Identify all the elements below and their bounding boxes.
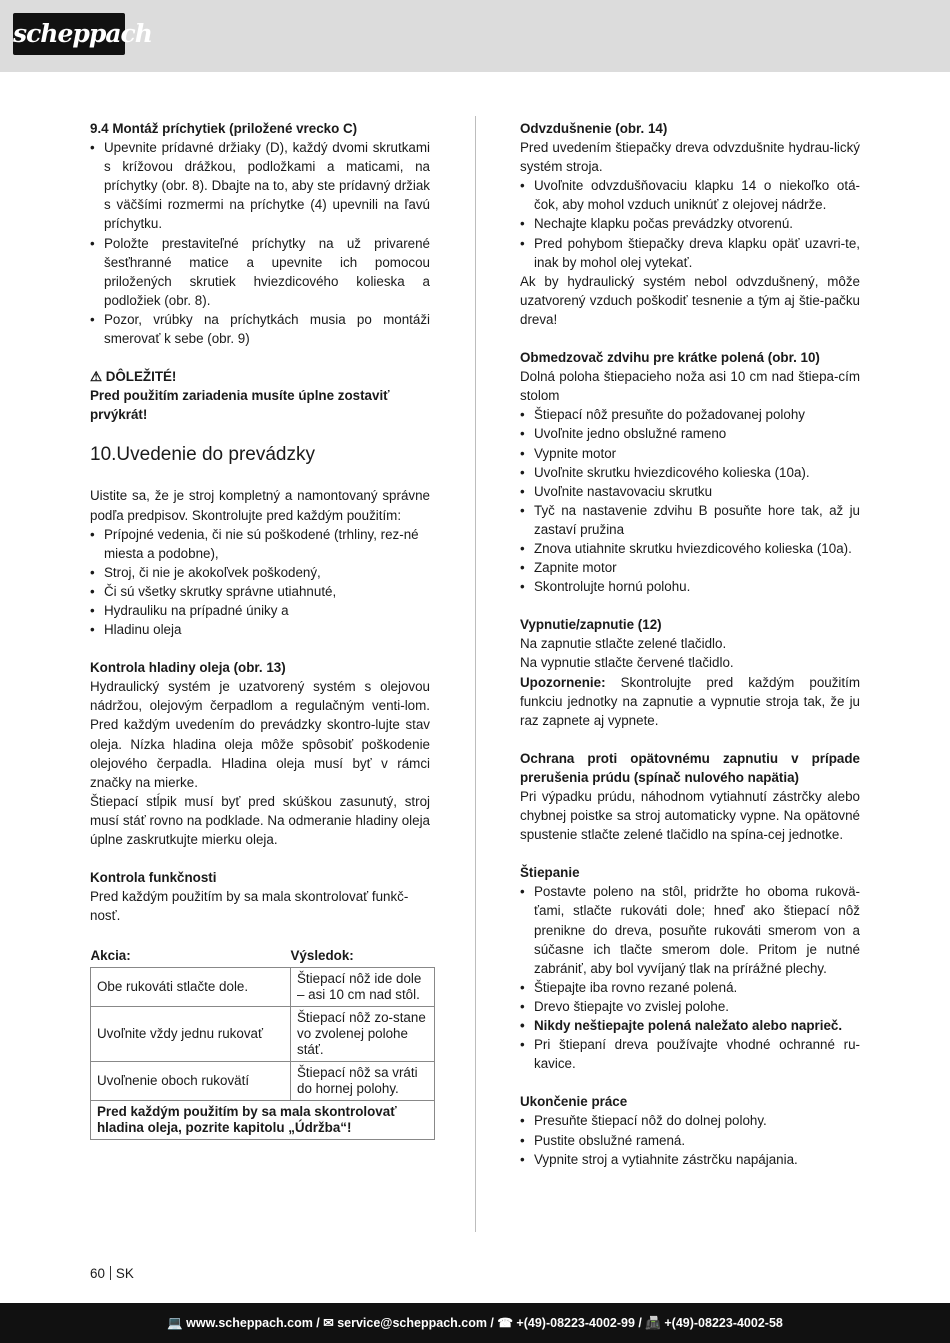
list-item: • Stroj, či nie je akokoľvek poškodený, xyxy=(90,563,430,582)
table-row xyxy=(91,1007,435,1062)
switch-title: Vypnutie/zapnutie (12) xyxy=(520,617,662,633)
vent-list xyxy=(520,176,860,271)
table-cell-action: Uvoľnite vždy jednu rukovať xyxy=(91,1007,291,1062)
language-code: SK xyxy=(115,1266,134,1281)
stroke-limiter-list xyxy=(520,405,860,596)
splitting-title: Štiepanie xyxy=(520,865,580,881)
splitting-list xyxy=(520,882,860,1073)
stroke-limiter-title: Obmedzovač zdvihu pre krátke polená (obr. 10) xyxy=(520,350,820,366)
table-cell-action: Uvoľnenie oboch rukovätí xyxy=(91,1062,291,1101)
list-item: • Hladinu oleja xyxy=(90,620,430,639)
list-item: • Uvoľnite odvzdušňovaciu klapku 14 o niekoľko otá-čok, aby mohol vzduch uniknúť z olejovej nádrže. xyxy=(520,176,860,214)
vent-warning: Ak by hydraulický systém nebol odvzdušnený, môže uzatvorený vzduch poškodiť tesnenie a tým aj štie-pačku dreva! xyxy=(520,273,860,327)
list-item: • Vypnite stroj a vytiahnite zástrčku napájania. xyxy=(520,1150,860,1169)
list-item: • Uvoľnite skrutku hviezdicového kolieska (10a). xyxy=(520,463,860,482)
list-item: • Nechajte klapku počas prevádzky otvorenú. xyxy=(520,214,860,233)
table-cell-result: Štiepací nôž ide dole – asi 10 cm nad stôl. xyxy=(291,968,435,1007)
switch-off-text: Na vypnutie stlačte červené tlačidlo. xyxy=(520,655,734,671)
vent-text: Pred uvedením štiepačky dreva odvzdušnite hydrau-lický systém stroja. xyxy=(520,140,860,175)
table-row xyxy=(91,1062,435,1101)
table-cell-action: Obe rukováti stlačte dole. xyxy=(91,968,291,1007)
oil-check-title: Kontrola hladiny oleja (obr. 13) xyxy=(90,660,286,676)
list-item: • Znova utiahnite skrutku hviezdicového kolieska (10a). xyxy=(520,539,860,558)
list-item: • Štiepajte iba rovno rezané polená. xyxy=(520,978,860,997)
brand-logo: scheppach xyxy=(13,13,125,55)
vent-title: Odvzdušnenie (obr. 14) xyxy=(520,121,668,136)
section-9-4-title: 9.4 Montáž príchytiek (priložené vrecko C) xyxy=(90,121,358,136)
list-item: • Presuňte štiepací nôž do dolnej polohy. xyxy=(520,1111,860,1130)
list-item: • Drevo štiepajte vo zvislej polohe. xyxy=(520,997,860,1016)
list-item: • Uvoľnite nastavovaciu skrutku xyxy=(520,482,860,501)
check-list xyxy=(90,525,430,640)
contact-text: 💻 www.scheppach.com / ✉ service@scheppach.com / ☎ +(49)-08223-4002-99 / 📠 +(49)-08223-4002-58 xyxy=(167,1316,783,1330)
list-item: • Pustite obslužné ramená. xyxy=(520,1131,860,1150)
right-column xyxy=(520,119,860,1169)
footer-separator xyxy=(110,1266,111,1280)
assembly-list xyxy=(90,138,430,348)
column-divider xyxy=(475,116,476,1232)
left-column xyxy=(90,119,430,1140)
list-item: • Položte prestaviteľné príchytky na už privarené šesťhranné matice a upevnite ich pomocou priložených skrutiek hviezdicového kolieska a podložiek (obr. 8). xyxy=(90,234,430,310)
end-work-list xyxy=(520,1111,860,1168)
list-item: • Skontrolujte hornú polohu. xyxy=(520,577,860,596)
intro-paragraph: Uistite sa, že je stroj kompletný a namontovaný správne podľa predpisov. Skontrolujte pred každým použitím: xyxy=(90,488,430,523)
end-work-title: Ukončenie práce xyxy=(520,1094,628,1110)
switch-note xyxy=(520,673,860,730)
oil-check-text: Hydraulický systém je uzatvorený systém s olejovou nádržou, olejovým čerpadlom a regulačným venti-lom. Pred každým uvedením do prevádzky skontro-lujte stav oleja. Nízka hladina oleja môže spôsobiť poškodenie olejového čerpadla. Hladina oleja musí byť v rámci značky na mierke. xyxy=(90,679,430,790)
list-item: • Či sú všetky skrutky správne utiahnuté, xyxy=(90,582,430,601)
list-item: • Zapnite motor xyxy=(520,558,860,577)
contact-bar xyxy=(0,1303,950,1343)
restart-protection-text: Pri výpadku prúdu, náhodnom vytiahnutí zástrčky alebo chybnej poistke sa stroj automaticky vypne. Na opätovné spustenie stlačte zelené tlačidlo na spína-cej jednotke. xyxy=(520,789,860,843)
list-item: • Vypnite motor xyxy=(520,444,860,463)
important-text: Pred použitím zariadenia musíte úplne zostaviť prvýkrát! xyxy=(90,388,390,423)
switch-note-text: Skontrolujte pred každým použitím funkciu jednotky na zapnutie a vypnutie stroja tak, že ju raz zapnete aj vypnete. xyxy=(520,674,860,728)
section-10-title xyxy=(90,443,430,467)
function-check-text: Pred každým použitím by sa mala skontrolovať funkč-nosť. xyxy=(90,889,409,924)
table-header-action: Akcia: xyxy=(90,948,131,964)
oil-check-text-2: Štiepací stĺpik musí byť pred skúškou zasunutý, stroj musí stáť rovno na podklade. Na odmeranie hladiny oleja úplne zaskrutkujte mierku oleja. xyxy=(90,793,430,847)
switch-on-text: Na zapnutie stlačte zelené tlačidlo. xyxy=(520,636,727,652)
important-heading: ⚠ DÔLEŽITÉ! xyxy=(90,369,177,385)
list-item: • Pozor, vrúbky na príchytkách musia po montáži smerovať k sebe (obr. 9) xyxy=(90,310,430,348)
stroke-limiter-text: Dolná poloha štiepacieho noža asi 10 cm nad štiepa-cím stolom xyxy=(520,369,860,404)
list-item: • Pred pohybom štiepačky dreva klapku opäť uzavri-te, inak by mohol olej vytekať. xyxy=(520,234,860,272)
table-row xyxy=(91,968,435,1007)
list-item: • Pri štiepaní dreva používajte vhodné ochranné ru-kavice. xyxy=(520,1035,860,1073)
list-item: • Hydrauliku na prípadné úniky a xyxy=(90,601,430,620)
section-title-text: Uvedenie do prevádzky xyxy=(116,444,315,466)
page-footer xyxy=(90,1266,134,1281)
list-item: • Uvoľnite jedno obslužné rameno xyxy=(520,424,860,443)
list-item: • Prípojné vedenia, či nie sú poškodené (trhliny, rez-né miesta a podobne), xyxy=(90,525,430,563)
restart-protection-title: Ochrana proti opätovnému zapnutiu v prípade prerušenia prúdu (spínač nulového napätia) xyxy=(520,750,860,785)
action-result-table xyxy=(90,948,435,1140)
page-number: 60 xyxy=(90,1266,105,1281)
table-cell-result: Štiepací nôž sa vráti do hornej polohy. xyxy=(291,1062,435,1101)
table-row xyxy=(91,1101,435,1140)
list-item: • Nikdy neštiepajte polená naležato alebo naprieč. xyxy=(520,1016,860,1035)
table-note: Pred každým použitím by sa mala skontrolovať hladina oleja, pozrite kapitolu „Údržba“! xyxy=(91,1101,435,1140)
list-item: • Postavte poleno na stôl, pridržte ho oboma rukovä-ťami, stlačte rukováti dole; hneď ako štiepací nôž prenikne do dreva, posuňte rukováti smerom von a súčasne ich tlačte smerom dole. Pritom je nutné zabrániť, aby bol vyvíjaný tlak na prírážné plechy. xyxy=(520,882,860,977)
list-item: • Štiepací nôž presuňte do požadovanej polohy xyxy=(520,405,860,424)
function-check-title: Kontrola funkčnosti xyxy=(90,870,217,886)
switch-note-label: Upozornenie: xyxy=(520,674,606,690)
list-item: • Upevnite prídavné držiaky (D), každý dvomi skrutkami s krížovou drážkou, podložkami a maticami, na príchytky (obr. 8). Dbajte na to, aby ste prídavný držiak s väčšími rozmermi na príchytke (4) upevnili na ľavú príchytku. xyxy=(90,138,430,233)
list-item: • Tyč na nastavenie zdvihu B posuňte hore tak, až ju zastaví pružina xyxy=(520,501,860,539)
table-header-result: Výsledok: xyxy=(290,948,354,964)
table-cell-result: Štiepací nôž zo-stane vo zvolenej polohe stáť. xyxy=(291,1007,435,1062)
section-number: 10. xyxy=(90,444,117,466)
